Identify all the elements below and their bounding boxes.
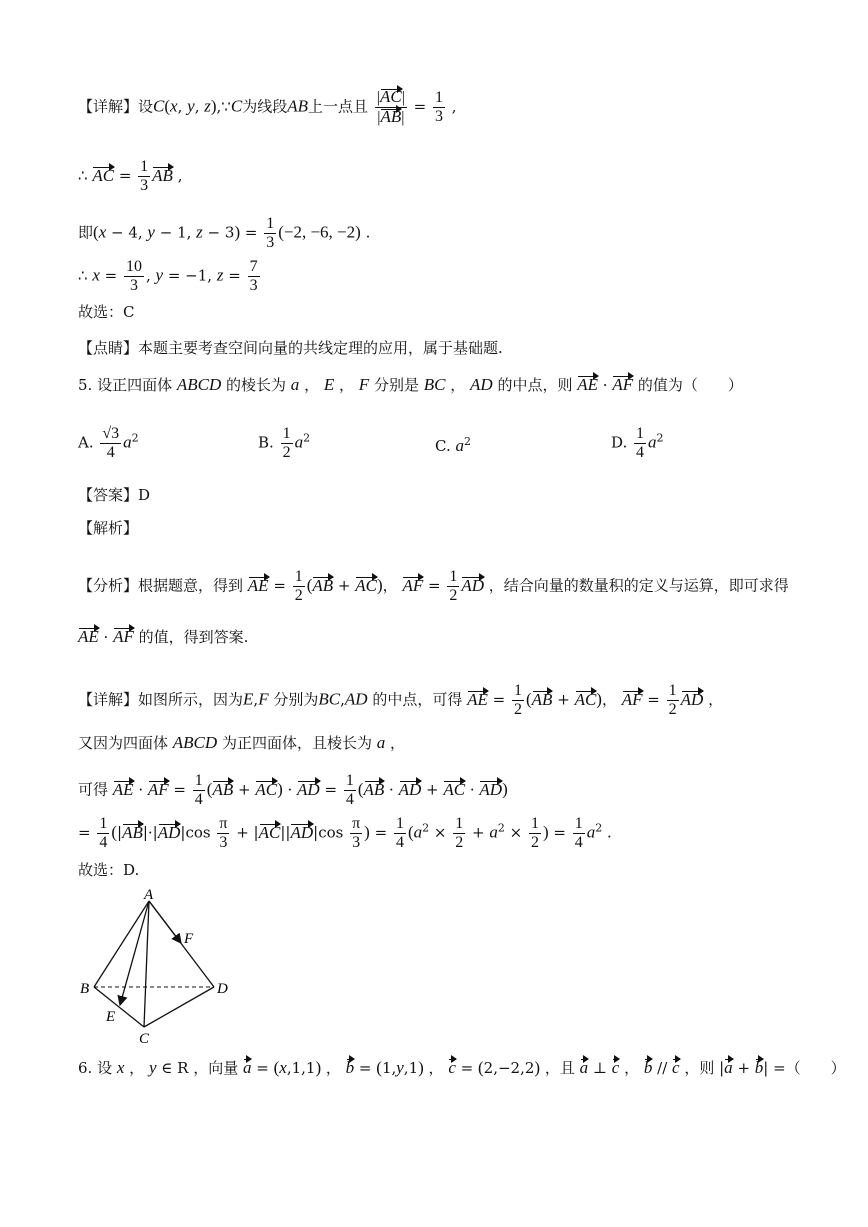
- vector-af: [149, 901, 181, 943]
- edge-ac: [144, 901, 149, 1027]
- q4-solution-line2: ∴ AC = $\frac{1}{3}$ AB ,: [78, 158, 183, 194]
- label-b: B: [80, 981, 90, 997]
- q5-fenxi-line1: 【分析】根据题意，得到 AE = $\frac{1}{2}$ (AB + AC)， AF = $\frac{1}{2}$ AD ，结合向量的数量积的定义与运算，即可求得: [78, 568, 789, 604]
- edge-cd: [144, 987, 214, 1027]
- daan-heading: 【答案】: [78, 486, 139, 504]
- jiexi-heading: 【解析】: [78, 519, 139, 537]
- dianjing-heading: 【点睛】: [78, 339, 139, 357]
- q5-option-d: D. $\frac{1}{4}$ $a^2$: [611, 425, 664, 461]
- label-f: F: [184, 931, 194, 947]
- q5-xiangjie-line4: = $\frac{1}{4}$ (|AB|·|AD|cos $\frac{\pi}{3}$ + |AC||AD|cos $\frac{\pi}{3}$ ) = $\frac{1}{4}$ ($a^2$ × $\frac{1}{2}$ + $a^2$ × $\frac{1}{2}$ ) = $\frac{1}{4}$ $a^2$ .: [78, 815, 612, 851]
- dianjing-text: 本题主要考查空间向量的共线定理的应用，属于基础题.: [138, 339, 503, 357]
- xiangjie-heading-q5: 【详解】: [78, 690, 139, 709]
- q5-answer-line: [78, 485, 150, 505]
- q5-answer: 故选：D.: [78, 861, 140, 879]
- q4-answer: 故选：C: [78, 303, 135, 321]
- vector-ae: [120, 901, 149, 1005]
- edge-ab: [94, 901, 149, 987]
- xiangjie-heading: 【详解】: [78, 97, 139, 116]
- q5-option-a: A. $\frac{√3}{4}$ $a^2$: [78, 425, 139, 461]
- q5-xiangjie-line2: 又因为四面体 ABCD 为正四面体，且棱长为 a ，: [78, 733, 405, 752]
- edge-bc: [94, 987, 144, 1027]
- fenxi-heading: 【分析】: [78, 576, 139, 595]
- label-d: D: [217, 981, 228, 997]
- q5-xiangjie-line1: 【详解】如图所示，因为E,F 分别为BC,AD 的中点，可得 AE = $\frac{1}{2}$ (AB + AC)， AF = $\frac{1}{2}$ AD ，: [78, 682, 724, 718]
- q5-xiangjie-line3: 可得 AE · AF = $\frac{1}{4}$ (AB + AC) · AD = $\frac{1}{4}$ (AB · AD + AC · AD): [78, 772, 508, 808]
- label-a: A: [144, 887, 154, 903]
- q5-stem: 5. 设正四面体 ABCD 的棱长为 a ， E ， F 分别是 BC ， AD 的中点，则 AE · AF 的值为（ ）: [78, 375, 743, 394]
- q4-solution-line3: 即(x − 4, y − 1, z − 3) = $\frac{1}{3}$ (−2, −6, −2) .: [78, 215, 371, 251]
- dianjing-line: [78, 338, 503, 358]
- q5-option-b: B. $\frac{1}{2}$ $a^2$: [258, 425, 311, 461]
- q4-solution-line1: 【详解】设C(x, y, z),∵C为线段AB上一点且 $\frac{|AC|}{|AB|}$ = $\frac{1}{3}$ ,: [78, 87, 457, 126]
- label-e: E: [106, 1009, 116, 1025]
- label-c: C: [139, 1031, 150, 1047]
- q6-stem: 6. 设 x ， y ∈ R ，向量 a = (x,1,1) ， b = (1,y,1) ， c = (2,−2,2) ，且 a ⊥ c ， b // c ，则 |a + b| =（ ）: [78, 1058, 846, 1077]
- daan-value: D: [138, 486, 151, 504]
- tetrahedron-figure: [76, 885, 246, 1050]
- q5-fenxi-line2: AE · AF 的值，得到答案.: [78, 627, 249, 646]
- q5-option-c: C. $a^2$: [435, 435, 471, 455]
- q4-solution-line4: ∴ x = $\frac{10}{3}$ , y = −1, z = $\frac{7}{3}$: [78, 258, 258, 294]
